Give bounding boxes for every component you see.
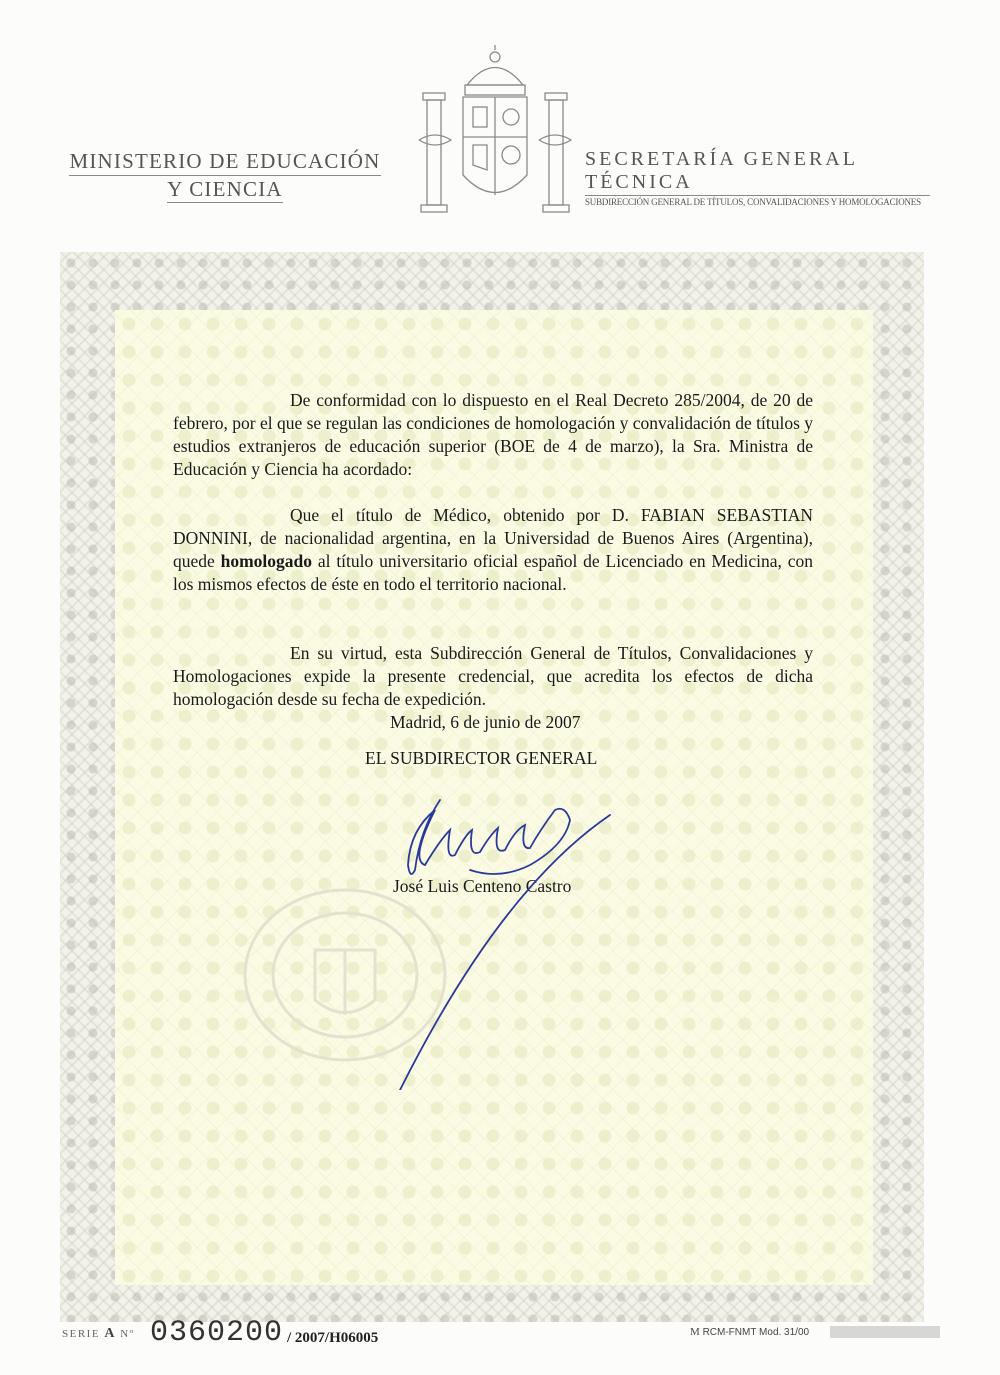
- issue-date: Madrid, 6 de junio de 2007: [390, 712, 581, 732]
- secretary-title: SECRETARÍA GENERAL TÉCNICA: [585, 148, 930, 196]
- signer-title: EL SUBDIRECTOR GENERAL: [365, 748, 598, 768]
- ministry-line-2: Y CIENCIA: [167, 177, 283, 201]
- form-model: Mod. 31/00: [759, 1327, 810, 1338]
- file-reference: / 2007/H06005: [287, 1330, 379, 1346]
- resolution-keyword: homologado: [220, 550, 313, 571]
- serie-word: SERIE: [62, 1328, 101, 1340]
- subdirection-subtitle: SUBDIRECCIÓN GENERAL DE TÍTULOS, CONVALIDACIONES Y HOMOLOGACIONES: [585, 197, 921, 207]
- printer-mark: [690, 1326, 809, 1338]
- coat-of-arms-icon: [415, 45, 575, 215]
- resolution-text-end: al título universitario oficial español de Licenciado en Medicina, con los mismos efectos de éste en todo el territorio nacional.: [173, 550, 813, 594]
- paragraph-credential: En su virtud, esta Subdirección General de Títulos, Convalidaciones y Homologaciones expide la presente credencial, que acredita los efectos de dicha homologación desde su fecha de expedición.: [173, 642, 813, 709]
- serial-number: 0360200: [150, 1316, 284, 1350]
- ministry-line-1: MINISTERIO DE EDUCACIÓN: [69, 148, 380, 176]
- signer-name: José Luis Centeno Castro: [393, 876, 572, 896]
- ministry-heading: [60, 148, 390, 203]
- handwritten-signature-icon: [380, 770, 640, 1090]
- footer-bar: [830, 1326, 940, 1338]
- serie-letter: A: [104, 1326, 116, 1341]
- paragraph-resolution: [173, 504, 813, 596]
- paragraph-decree: De conformidad con lo dispuesto en el Real Decreto 285/2004, de 20 de febrero, por el que se regulan las condiciones de homologación y convalidación de títulos y estudios extranjeros de educación superior (BOE de 4 de marzo), la Sra. Ministra de Educación y Ciencia ha acordado:: [173, 389, 814, 479]
- serie-number-sign: Nº: [120, 1328, 135, 1340]
- serie-label: [62, 1326, 135, 1342]
- secretary-heading: [585, 148, 930, 207]
- resolution-text-start: Que el título de Médico, obtenido por D. FABIAN SEBASTIAN DONNINI, de nacionalidad argentina, en la Universidad de Buenos Aires (Argentina), quede: [173, 504, 813, 571]
- mint-mark-icon: M: [690, 1326, 700, 1338]
- printer-name: RCM-FNMT: [702, 1327, 757, 1338]
